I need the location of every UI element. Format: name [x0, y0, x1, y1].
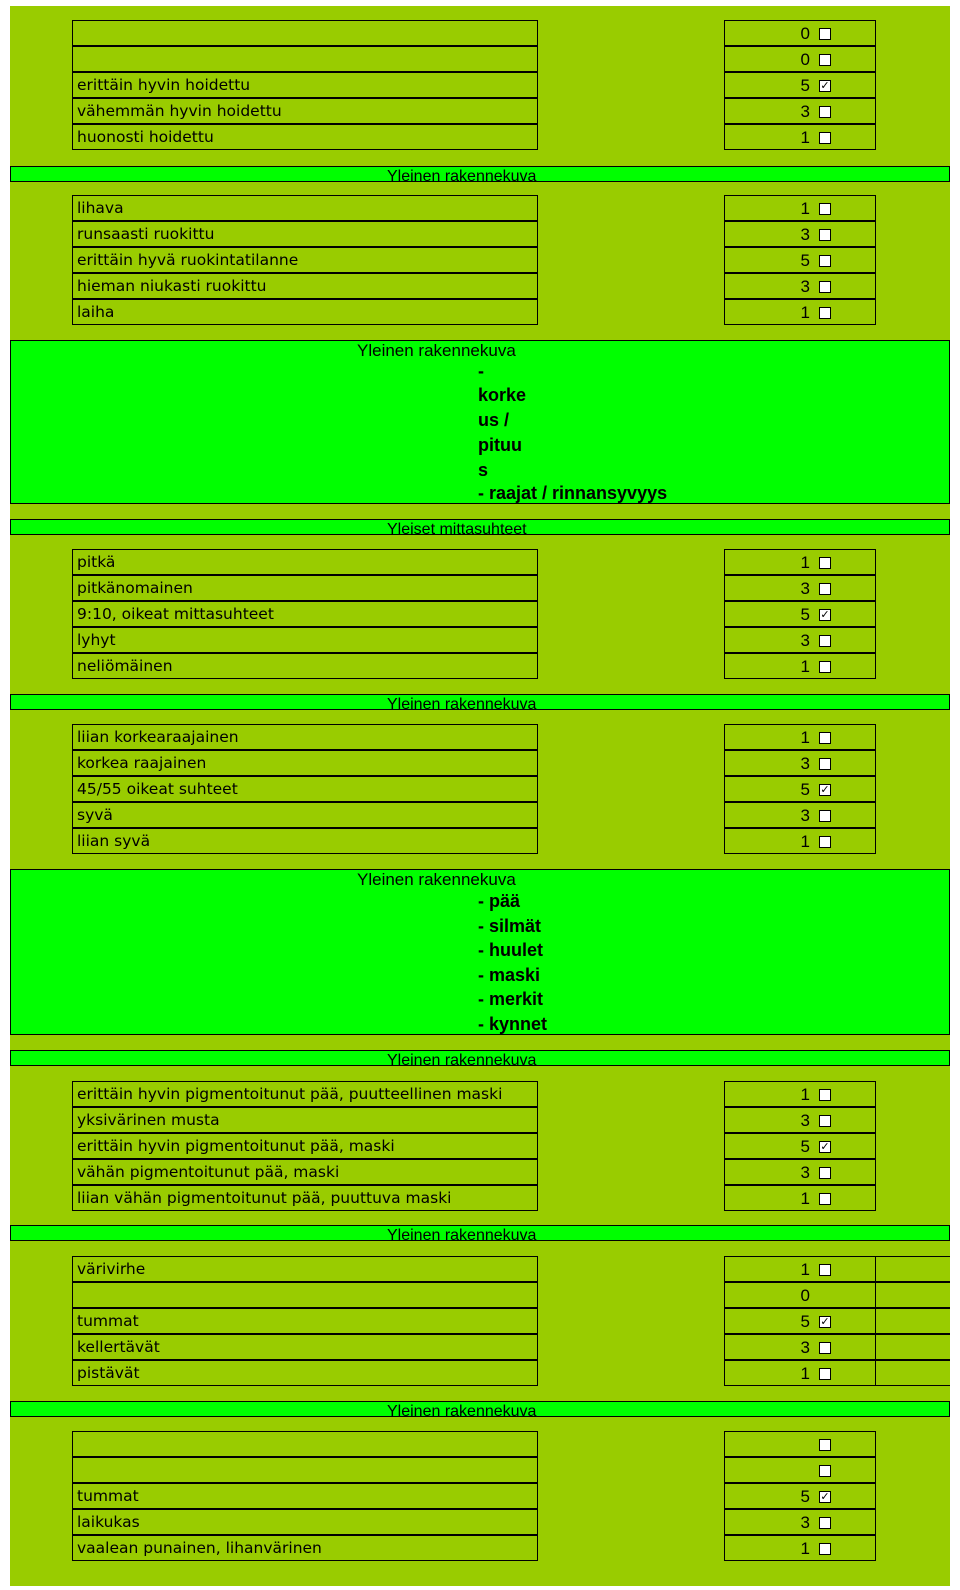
section-header-title: Yleinen rakennekuva	[387, 1227, 537, 1241]
section-block-line: - silmät	[478, 916, 542, 936]
section-block	[10, 869, 950, 1035]
score-cell	[724, 1360, 876, 1386]
score-value: 3	[800, 631, 810, 650]
section-header	[10, 1401, 950, 1417]
score-value: 1	[800, 728, 810, 747]
score-value: 3	[800, 1163, 810, 1182]
score-checkbox[interactable]: ✓	[820, 1140, 830, 1153]
score-checkbox[interactable]	[819, 255, 831, 267]
score-value: 3	[800, 1111, 810, 1130]
score-cell	[724, 195, 876, 221]
criterion-row: huonosti hoidettu	[72, 124, 538, 150]
score-checkbox[interactable]	[819, 1115, 831, 1127]
score-checkbox[interactable]	[819, 1342, 831, 1354]
section-header	[10, 694, 950, 710]
score-checkbox[interactable]	[819, 758, 831, 770]
criterion-row: 45/55 oikeat suhteet	[72, 776, 538, 802]
score-cell	[724, 601, 876, 627]
score-cell	[724, 299, 876, 325]
score-cell	[724, 46, 876, 72]
score-value: 3	[800, 225, 810, 244]
score-value: 5	[800, 1312, 810, 1331]
section-header-title: Yleiset mittasuhteet	[387, 521, 527, 535]
score-value: 5	[800, 1137, 810, 1156]
score-value: 1	[800, 832, 810, 851]
score-cell	[724, 750, 876, 776]
section-header	[10, 1050, 950, 1066]
section-block-line: pituu	[478, 435, 522, 455]
section-block-line: us /	[478, 410, 510, 430]
criterion-row: värivirhe	[72, 1256, 538, 1282]
score-cell	[724, 1185, 876, 1211]
score-value: 5	[800, 251, 810, 270]
score-checkbox[interactable]	[819, 1543, 831, 1555]
score-value: 1	[800, 1364, 810, 1383]
section-block-line: - kynnet	[478, 1014, 548, 1034]
criterion-row: vaalean punainen, lihanvärinen	[72, 1535, 538, 1561]
criterion-row: erittäin hyvin hoidettu	[72, 72, 538, 98]
section-block-line: s	[478, 460, 489, 480]
section-block-line: korke	[478, 385, 527, 405]
score-cell	[724, 1081, 876, 1107]
section-block	[10, 340, 950, 504]
section-header-title: Yleinen rakennekuva	[387, 1052, 537, 1066]
criterion-row: laikukas	[72, 1509, 538, 1535]
score-value: 0	[800, 24, 810, 43]
criterion-row: kellertävät	[72, 1334, 538, 1360]
score-cell	[724, 549, 876, 575]
score-checkbox[interactable]	[819, 1193, 831, 1205]
score-checkbox[interactable]	[819, 203, 831, 215]
section-header	[10, 519, 950, 535]
score-checkbox[interactable]	[819, 810, 831, 822]
section-block-line: - pää	[478, 891, 521, 911]
score-cell	[724, 1457, 876, 1483]
criterion-row: erittäin hyvin pigmentoitunut pää, maski	[72, 1133, 538, 1159]
score-value: 1	[800, 303, 810, 322]
score-value: 3	[800, 102, 810, 121]
score-checkbox[interactable]	[819, 1465, 831, 1477]
score-checkbox[interactable]	[819, 557, 831, 569]
score-value: 3	[800, 579, 810, 598]
section-block-line: - huulet	[478, 940, 543, 960]
score-value: 0	[800, 1286, 810, 1305]
section-block-line: - maski	[478, 965, 541, 985]
score-checkbox[interactable]	[819, 836, 831, 848]
criterion-row: liian syvä	[72, 828, 538, 854]
score-cell	[724, 802, 876, 828]
criterion-row: runsaasti ruokittu	[72, 221, 538, 247]
section-block-line: - raajat / rinnansyvyys	[478, 483, 668, 503]
section-header-title: Yleinen rakennekuva	[387, 696, 537, 710]
score-value: 1	[800, 1539, 810, 1558]
score-checkbox[interactable]: ✓	[820, 608, 830, 621]
score-value: 1	[800, 1085, 810, 1104]
score-cell	[724, 575, 876, 601]
criterion-row: pitkänomainen	[72, 575, 538, 601]
score-cell	[724, 1133, 876, 1159]
criterion-row	[72, 1282, 538, 1308]
score-value: 3	[800, 277, 810, 296]
score-value: 1	[800, 657, 810, 676]
score-value: 5	[800, 76, 810, 95]
score-checkbox[interactable]	[819, 132, 831, 144]
score-checkbox[interactable]	[819, 229, 831, 241]
score-checkbox[interactable]: ✓	[820, 1490, 830, 1503]
evaluation-form	[10, 6, 950, 1586]
score-cell	[724, 776, 876, 802]
section-block-title: Yleinen rakennekuva	[357, 870, 516, 889]
score-checkbox[interactable]: ✓	[820, 783, 830, 796]
score-cell	[724, 724, 876, 750]
score-cell	[724, 1282, 876, 1308]
score-cell	[724, 828, 876, 854]
criterion-row: pistävät	[72, 1360, 538, 1386]
score-checkbox[interactable]	[819, 106, 831, 118]
score-cell	[724, 124, 876, 150]
criterion-row: tummat	[72, 1483, 538, 1509]
score-cell	[724, 72, 876, 98]
score-value: 1	[800, 553, 810, 572]
criterion-row	[72, 46, 538, 72]
section-header	[10, 1225, 950, 1241]
section-block-line: -	[478, 361, 484, 381]
score-value: 1	[800, 199, 810, 218]
score-checkbox[interactable]	[819, 583, 831, 595]
score-cell	[724, 627, 876, 653]
score-checkbox[interactable]	[819, 281, 831, 293]
score-cell	[724, 1308, 876, 1334]
score-value: 1	[800, 128, 810, 147]
criterion-row: neliömäinen	[72, 653, 538, 679]
score-cell	[724, 1159, 876, 1185]
criterion-row: syvä	[72, 802, 538, 828]
score-checkbox[interactable]: ✓	[820, 1315, 830, 1328]
criterion-row: erittäin hyvin pigmentoitunut pää, puutteellinen maski	[72, 1081, 538, 1107]
criterion-row	[72, 20, 538, 46]
criterion-row: vähän pigmentoitunut pää, maski	[72, 1159, 538, 1185]
score-cell	[724, 1334, 876, 1360]
score-cell	[724, 1509, 876, 1535]
score-checkbox[interactable]	[819, 732, 831, 744]
score-cell	[724, 1535, 876, 1561]
section-block-line: - merkit	[478, 989, 544, 1009]
criterion-row: erittäin hyvä ruokintatilanne	[72, 247, 538, 273]
score-value: 3	[800, 754, 810, 773]
score-checkbox[interactable]	[819, 1167, 831, 1179]
criterion-row: korkea raajainen	[72, 750, 538, 776]
score-cell	[724, 1431, 876, 1457]
score-value: 3	[800, 1338, 810, 1357]
score-checkbox[interactable]	[819, 635, 831, 647]
score-checkbox[interactable]	[819, 1264, 831, 1276]
score-checkbox[interactable]	[819, 28, 831, 40]
score-checkbox[interactable]	[819, 1368, 831, 1380]
score-value: 5	[800, 605, 810, 624]
score-cell	[724, 1107, 876, 1133]
section-block-title: Yleinen rakennekuva	[357, 341, 516, 360]
criterion-row: laiha	[72, 299, 538, 325]
criterion-row: liian vähän pigmentoitunut pää, puuttuva maski	[72, 1185, 538, 1211]
score-cell	[724, 1256, 876, 1282]
score-cell	[724, 273, 876, 299]
score-checkbox[interactable]	[819, 1439, 831, 1451]
score-cell	[724, 1483, 876, 1509]
score-value: 5	[800, 1487, 810, 1506]
score-value: 5	[800, 780, 810, 799]
score-value: 1	[800, 1260, 810, 1279]
score-value: 3	[800, 1513, 810, 1532]
score-cell	[724, 653, 876, 679]
criterion-row: lyhyt	[72, 627, 538, 653]
score-checkbox[interactable]	[819, 307, 831, 319]
score-cell	[724, 98, 876, 124]
criterion-row: yksivärinen musta	[72, 1107, 538, 1133]
score-value: 1	[800, 1189, 810, 1208]
score-checkbox[interactable]	[819, 1089, 831, 1101]
criterion-row	[72, 1431, 538, 1457]
score-checkbox[interactable]: ✓	[820, 79, 830, 92]
score-cell	[724, 20, 876, 46]
criterion-row: 9:10, oikeat mittasuhteet	[72, 601, 538, 627]
criterion-row: vähemmän hyvin hoidettu	[72, 98, 538, 124]
score-value: 3	[800, 806, 810, 825]
criterion-row: hieman niukasti ruokittu	[72, 273, 538, 299]
section-header-title: Yleinen rakennekuva	[387, 1403, 537, 1417]
section-header-title: Yleinen rakennekuva	[387, 168, 537, 182]
criterion-row: liian korkearaajainen	[72, 724, 538, 750]
score-checkbox[interactable]	[819, 661, 831, 673]
score-checkbox[interactable]	[819, 1517, 831, 1529]
score-cell	[724, 247, 876, 273]
score-value: 0	[800, 50, 810, 69]
score-checkbox[interactable]	[819, 54, 831, 66]
score-cell	[724, 221, 876, 247]
criterion-row: tummat	[72, 1308, 538, 1334]
criterion-row: lihava	[72, 195, 538, 221]
criterion-row: pitkä	[72, 549, 538, 575]
section-header	[10, 166, 950, 182]
criterion-row	[72, 1457, 538, 1483]
